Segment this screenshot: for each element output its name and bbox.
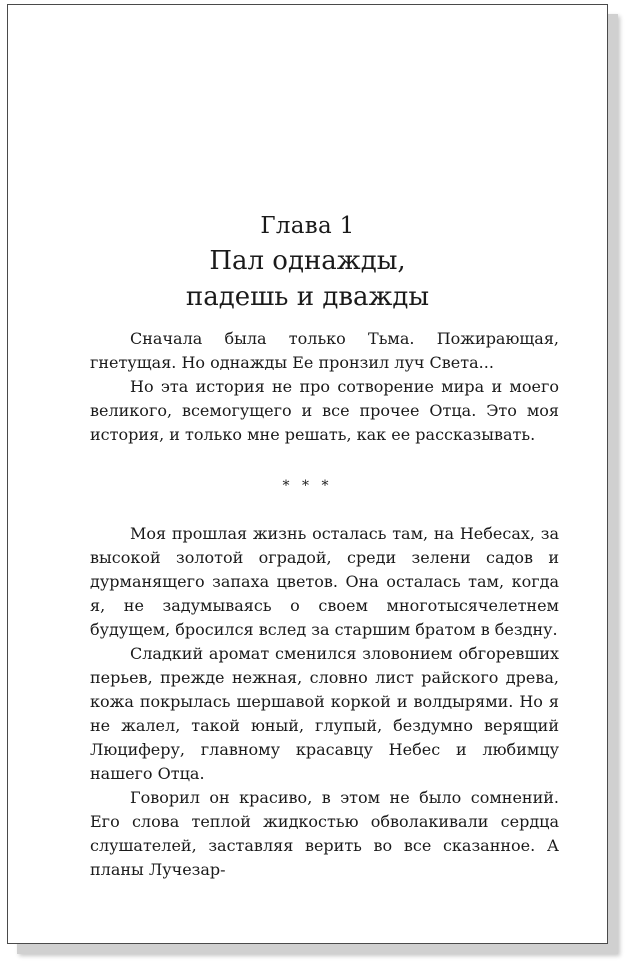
chapter-title-line-1: Пал однажды, xyxy=(209,246,406,276)
chapter-number: Глава 1 xyxy=(260,213,355,239)
book-page xyxy=(7,4,608,944)
section-separator: * * * xyxy=(282,478,333,494)
paragraph: Сладкий аромат сменился зловонием обгоревших перьев, прежде нежная, словно лист райского древа, кожа покрылась шершавой коркой и волдырями. Но я не жалел, такой юный, глупый, бездумно верящий Люциферу, главному красавцу Небес и любимцу нашего Отца. xyxy=(90,644,559,783)
paragraph: Сначала была только Тьма. Пожирающая, гнетущая. Но однажды Ее пронзил луч Света... xyxy=(90,329,559,372)
body-text xyxy=(90,522,559,882)
paragraph: Моя прошлая жизнь осталась там, на Небесах, за высокой золотой оградой, среди зелени садов и дурманящего запаха цветов. Она осталась там, когда я, не задумываясь о своем многотысячелетнем будущем, бросился вслед за старшим братом в бездну. xyxy=(90,524,559,639)
paragraph: Но эта история не про сотворение мира и моего великого, всемогущего и все прочее Отца. Это моя история, и только мне решать, как ее рассказывать. xyxy=(90,377,559,444)
intro-text xyxy=(90,327,559,447)
chapter-title-line-2: падешь и дважды xyxy=(185,282,430,312)
paragraph: Говорил он красиво, в этом не было сомнений. Его слова теплой жидкостью обволакивали сердца слушателей, заставляя верить во все сказанное. А планы Лучезар- xyxy=(90,788,559,879)
chapter-title xyxy=(8,243,607,315)
